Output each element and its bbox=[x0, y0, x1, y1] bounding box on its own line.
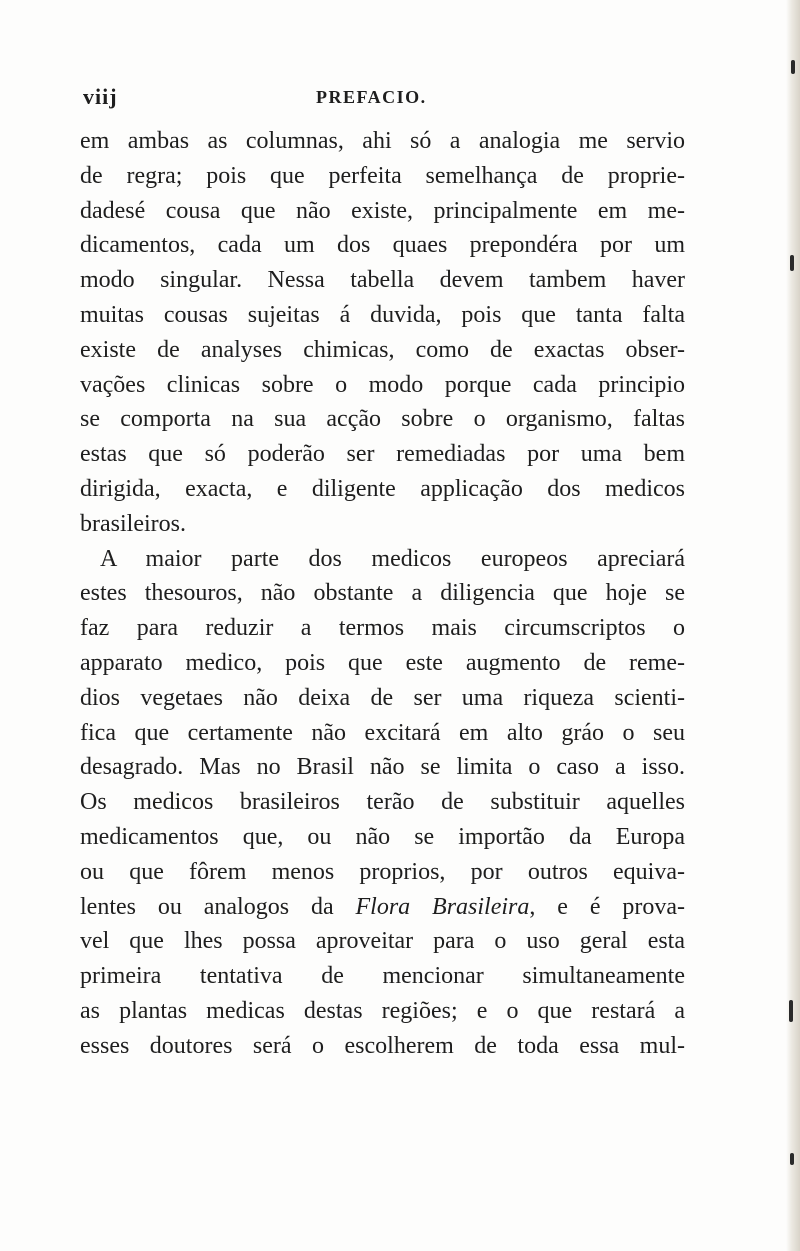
text-line: ou que fôrem menos proprios, por outros equiva- bbox=[80, 858, 685, 885]
text-line: fica que certamente não excitará em alto gráo o seu bbox=[80, 719, 685, 746]
text-line: se comporta na sua acção sobre o organismo, faltas bbox=[80, 406, 685, 433]
text-line: desagrado. Mas no Brasil não se limita o caso a isso. bbox=[80, 754, 685, 781]
edge-mark bbox=[790, 255, 794, 271]
italic-title: Flora Brasileira bbox=[355, 893, 530, 920]
text-line: dicamentos, cada um dos quaes prepondéra por um bbox=[80, 232, 685, 259]
text-line: Os medicos brasileiros terão de substituir aquelles bbox=[80, 789, 685, 816]
text-line: existe de analyses chimicas, como de exactas obser- bbox=[80, 336, 685, 363]
text-line: primeira tentativa de mencionar simultaneamente bbox=[80, 963, 685, 990]
text-line-with-italic bbox=[80, 890, 685, 925]
text-line: em ambas as columnas, ahi só a analogia me servio bbox=[80, 128, 685, 154]
text-line: vel que lhes possa aproveitar para o uso geral esta bbox=[80, 928, 685, 955]
text-line: brasileiros. bbox=[80, 510, 186, 537]
text-line: faz para reduzir a termos mais circumscriptos o bbox=[80, 615, 685, 642]
text-line: apparato medico, pois que este augmento de reme- bbox=[80, 649, 685, 676]
text-line: dadesé cousa que não existe, principalmente em me- bbox=[80, 197, 685, 224]
text-line: medicamentos que, ou não se importão da Europa bbox=[80, 823, 685, 850]
text-fragment: lentes ou analogos da bbox=[80, 893, 334, 920]
text-line: modo singular. Nessa tabella devem tambem haver bbox=[80, 267, 685, 294]
text-line: vações clinicas sobre o modo porque cada principio bbox=[80, 371, 685, 398]
running-head: PREFACIO. bbox=[316, 87, 427, 107]
text-line: de regra; pois que perfeita semelhança de proprie- bbox=[80, 162, 685, 189]
text-line: as plantas medicas destas regiões; e o que restará a bbox=[80, 997, 685, 1024]
page-number: viij bbox=[83, 84, 118, 109]
text-line: muitas cousas sujeitas á duvida, pois que tanta falta bbox=[80, 301, 685, 328]
text-line: estes thesouros, não obstante a diligencia que hoje se bbox=[80, 580, 685, 607]
edge-mark bbox=[789, 1000, 793, 1022]
page-header bbox=[0, 0, 800, 120]
text-line: dios vegetaes não deixa de ser uma riqueza scienti- bbox=[80, 684, 685, 711]
text-fragment: , e é prova- bbox=[529, 893, 685, 920]
text-line: A maior parte dos medicos europeos apreciará bbox=[100, 545, 685, 572]
edge-mark bbox=[790, 1153, 794, 1165]
text-line: esses doutores será o escolherem de toda essa mul- bbox=[80, 1032, 685, 1059]
text-line: estas que só poderão ser remediadas por uma bem bbox=[80, 441, 685, 468]
page-edge bbox=[786, 0, 800, 1251]
text-line: dirigida, exacta, e diligente applicação dos medicos bbox=[80, 475, 685, 502]
body-text bbox=[80, 124, 685, 1064]
